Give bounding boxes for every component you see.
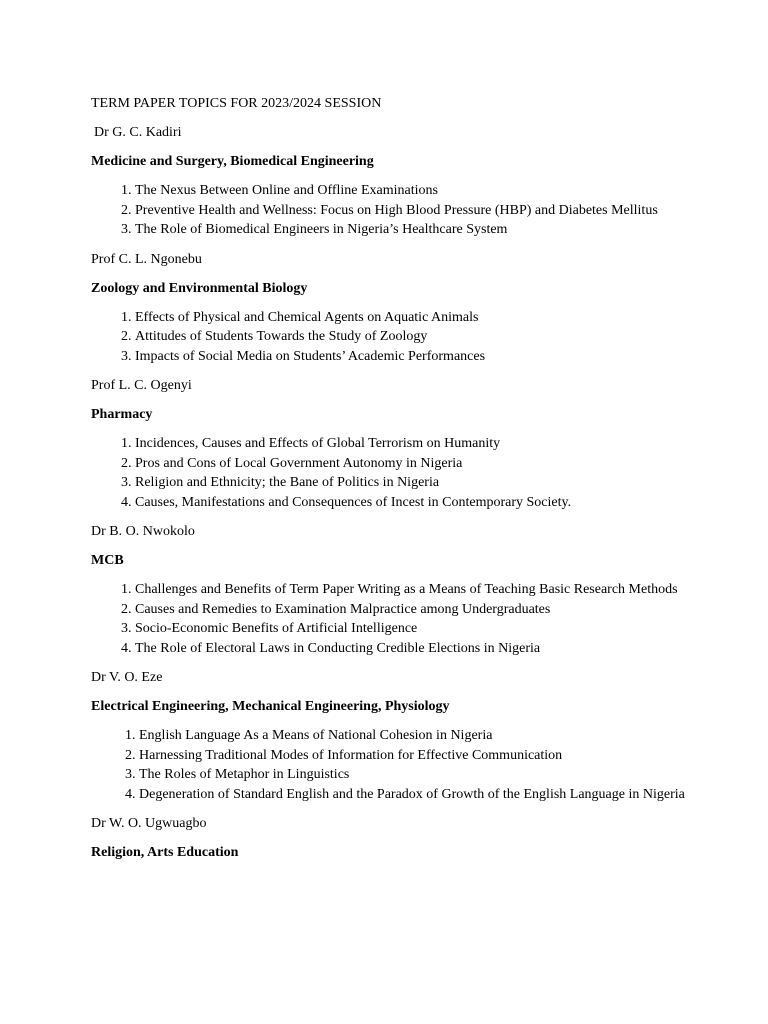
topic-item: 3. The Roles of Metaphor in Linguistics: [139, 765, 708, 785]
topic-item: 2. Attitudes of Students Towards the Study of Zoology: [135, 327, 708, 347]
topic-list: [91, 308, 708, 367]
topic-list: [91, 726, 708, 804]
topic-item: 2. Harnessing Traditional Modes of Information for Effective Communication: [139, 746, 708, 766]
topic-item: 1. Incidences, Causes and Effects of Global Terrorism on Humanity: [135, 434, 708, 454]
topic-item: 4. Degeneration of Standard English and the Paradox of Growth of the English Language in Nigeria: [139, 785, 708, 805]
topic-item: 4. Causes, Manifestations and Consequences of Incest in Contemporary Society.: [135, 493, 708, 513]
topic-item: 3. Socio-Economic Benefits of Artificial Intelligence: [135, 619, 708, 639]
department-heading: Zoology and Environmental Biology: [91, 280, 308, 296]
lecturer-name: Dr B. O. Nwokolo: [91, 524, 195, 539]
topic-item: 3. The Role of Biomedical Engineers in Nigeria’s Healthcare System: [135, 220, 708, 240]
department-heading: Religion, Arts Education: [91, 845, 239, 860]
topic-list: [91, 181, 708, 240]
lecturer-name: Prof C. L. Ngonebu: [91, 251, 202, 267]
topic-list: [91, 434, 708, 512]
lecturer-name: Prof L. C. Ogenyi: [91, 378, 192, 393]
department-heading: Medicine and Surgery, Biomedical Engineering: [91, 154, 374, 169]
topic-item: 2. Preventive Health and Wellness: Focus on High Blood Pressure (HBP) and Diabetes Mellitus: [135, 201, 708, 221]
topic-item: 3. Impacts of Social Media on Students’ Academic Performances: [135, 347, 708, 367]
topic-item: 1. English Language As a Means of National Cohesion in Nigeria: [139, 726, 708, 746]
lecturer-name: Dr V. O. Eze: [91, 670, 163, 685]
topic-list: [91, 580, 708, 658]
topic-item: 1. The Nexus Between Online and Offline Examinations: [135, 181, 708, 201]
topic-item: 1. Challenges and Benefits of Term Paper Writing as a Means of Teaching Basic Research Methods: [135, 580, 708, 600]
department-heading: Pharmacy: [91, 407, 153, 422]
lecturer-name: Dr W. O. Ugwuagbo: [91, 816, 207, 831]
lecturer-name: Dr G. C. Kadiri: [94, 125, 182, 140]
topic-item: 3. Religion and Ethnicity; the Bane of Politics in Nigeria: [135, 473, 708, 493]
document-title: TERM PAPER TOPICS FOR 2023/2024 SESSION: [91, 96, 382, 111]
department-heading: Electrical Engineering, Mechanical Engineering, Physiology: [91, 699, 450, 714]
topic-item: 2. Pros and Cons of Local Government Autonomy in Nigeria: [135, 454, 708, 474]
topic-item: 2. Causes and Remedies to Examination Malpractice among Undergraduates: [135, 600, 708, 620]
topic-item: 4. The Role of Electoral Laws in Conducting Credible Elections in Nigeria: [135, 639, 708, 659]
topic-item: 1. Effects of Physical and Chemical Agents on Aquatic Animals: [135, 308, 708, 328]
department-heading: MCB: [91, 553, 124, 568]
